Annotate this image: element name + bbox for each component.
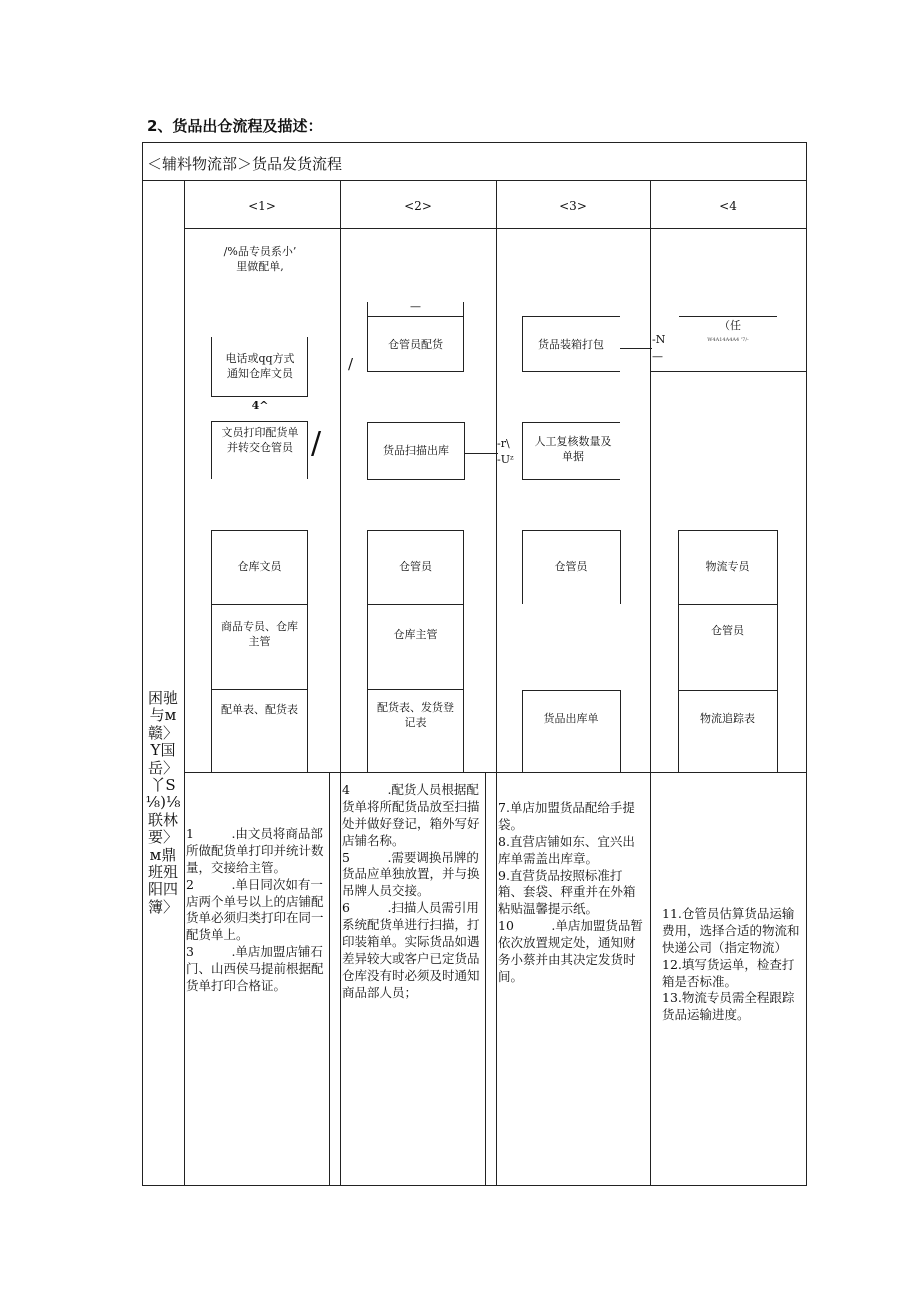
c1-role-3: 配单表、配货表 <box>221 702 298 716</box>
c1-box1-bottom <box>211 396 308 397</box>
c4-role-right <box>777 530 778 773</box>
c2-role-2: 仓库主管 <box>393 627 438 641</box>
side-column-divider <box>184 180 185 1186</box>
section-heading: 2、货品出仓流程及描述： <box>147 117 323 135</box>
c4-mark-2: — <box>652 350 663 363</box>
table-title: ＜辅料物流部＞货品发货流程 <box>147 155 343 173</box>
c3-box2-top <box>522 422 620 423</box>
c1-arrow-label: 4^ <box>251 398 269 412</box>
c1-box2-top <box>211 421 308 422</box>
col-divider-3 <box>650 180 651 1186</box>
c1-note-right <box>329 772 330 1186</box>
c1-role-2: 商品专员、仓库 主管 <box>221 620 298 648</box>
c3-box-recheck: 人工复核数量及 单据 <box>534 435 612 463</box>
table-bottom-border <box>142 1185 807 1186</box>
c2-dash: — <box>410 300 421 313</box>
column-header-1: <1> <box>248 199 276 213</box>
c4-box-top <box>679 316 777 317</box>
c4-row-line <box>650 371 807 372</box>
c4-role-3: 物流追踪表 <box>700 711 755 725</box>
c3-box2-bottom <box>522 479 620 480</box>
c2-box1-top <box>367 316 464 317</box>
c2-box-picking: 仓管员配货 <box>388 337 443 351</box>
c3-role2-right <box>620 690 621 773</box>
c3-role-2: 货品出库单 <box>543 711 599 725</box>
column-header-2: <2> <box>404 199 432 213</box>
c3-role1-right <box>620 530 621 604</box>
notes-row-border <box>184 772 807 773</box>
c3-role2-top <box>522 690 620 691</box>
c2-box1-bottom <box>367 371 464 372</box>
c3-box2-left <box>522 422 523 480</box>
table-top-border <box>142 142 807 143</box>
c4-role-1: 物流专员 <box>705 560 750 574</box>
c1-start-text: /%品专员系小’ 里做配单, <box>223 245 297 273</box>
c3-box1-bottom <box>522 371 620 372</box>
c2-role-3: 配货表、发货登 记表 <box>377 701 454 729</box>
c2-role-1: 仓管员 <box>399 560 432 574</box>
c4-role-2: 仓管员 <box>711 623 744 637</box>
table-left-border <box>142 142 143 1186</box>
table-right-border <box>806 142 807 1186</box>
column-header-3: <3> <box>559 199 587 213</box>
col-divider-2 <box>496 180 497 1186</box>
column-header-4: <4 <box>719 199 737 213</box>
c2-role-sep2 <box>367 689 464 690</box>
c2-note-right <box>485 772 486 1186</box>
header-row-border <box>184 228 807 229</box>
c4-box-text: （任 <box>719 318 741 332</box>
c4-notes: 11.仓管员估算货品运输费用，选择合适的物流和快递公司（指定物流）12.填写货运单，检查打箱是否标准。 13.物流专员需全程跟踪货品运输进度。 <box>662 906 800 1023</box>
c3-mark-1: -r\ <box>497 437 510 450</box>
c2-slash: / <box>348 355 354 373</box>
c4-role-sep2 <box>678 690 777 691</box>
c3-mark-2: -Uᶻ <box>497 453 514 466</box>
c1-notes: 1 .由文员将商品部所做配货单打印并统计数量，交接给主管。 2 .单日同次如有一店两个单号以上的店铺配货单必须归类打印在同一配货单上。 3 .单店加盟店铺石门、山西侯马提前根据配货单打印合格证。 <box>186 826 324 993</box>
c4-mark-1: -N <box>652 333 666 346</box>
c3-notes: 7.单店加盟货品配给手提袋。 8.直营店铺如东、宜兴出库单需盖出库章。 9.直营货品按照标准打箱、套袋、秤重并在外箱粘贴温馨提示纸。 10 .单店加盟货品暂依次放置规定处，通知财务小蔡并由其决定发货时间。 <box>498 800 643 984</box>
c4-box-text-2: W4A14A4A4 '7/- <box>707 336 749 343</box>
slash-mark: / <box>311 426 322 461</box>
c1-box-print: 文员打印配货单 并转交仓管员 <box>221 426 299 454</box>
c3-box-packing: 货品装箱打包 <box>538 337 604 351</box>
c1-box-notify: 电话或qq方式 通知仓库文员 <box>225 352 295 380</box>
c2-connector <box>464 453 498 454</box>
title-row-border <box>142 180 807 181</box>
c3-role-1: 仓管员 <box>554 560 588 574</box>
c2-box-scan: 货品扫描出库 <box>367 422 465 480</box>
c1-role-1: 仓库文员 <box>237 560 282 574</box>
c3-connector <box>620 348 652 349</box>
col-divider-1 <box>340 180 341 773</box>
side-vertical-label: 困驰与ᴍ赣〉Y国岳〉丫S⅛)⅛联林要〉ᴍ鼎班殂阳四簿〉 <box>145 689 181 916</box>
c2-note-left <box>340 772 341 1186</box>
c1-role-sep2 <box>211 689 308 690</box>
c3-box1-top <box>522 316 620 317</box>
c2-notes: 4 .配货人员根据配货单将所配货品放至扫描处并做好登记，箱外写好店铺名称。 5 .需要调换吊牌的货品应单独放置，并与换吊牌人员交接。 6 .扫描人员需引用系统配货单进行扫描，打印装箱单。实际货品如遇差异较大或客户已定货品仓库没有时必须及时通知商品部人员； <box>342 782 480 1000</box>
